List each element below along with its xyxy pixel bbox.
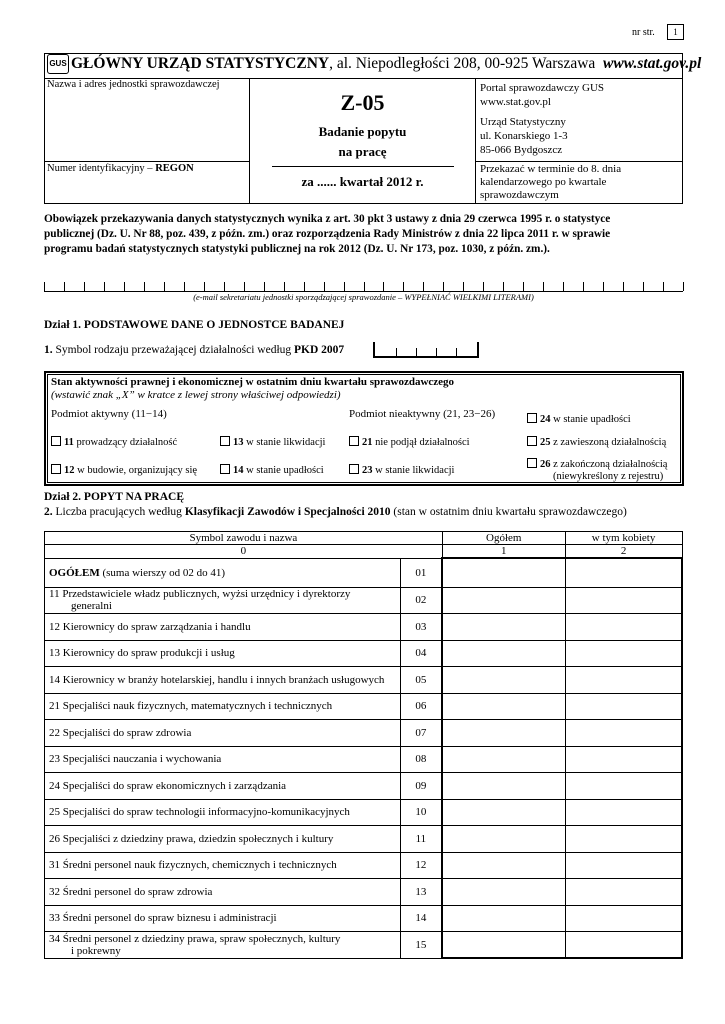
org-website: www.stat.gov.pl bbox=[603, 55, 702, 72]
email-char-divider bbox=[503, 282, 504, 291]
row-input-women[interactable] bbox=[565, 587, 682, 614]
table-row bbox=[45, 746, 683, 773]
row-label-text: 25 Specjaliści do spraw technologii informacyjno-komunikacyjnych bbox=[49, 806, 350, 819]
row-number: 15 bbox=[400, 932, 442, 959]
col-index-2: 2 bbox=[565, 545, 682, 559]
email-char-divider bbox=[543, 282, 544, 291]
email-char-divider bbox=[364, 282, 365, 291]
deadline-line3: sprawozdawczym bbox=[480, 189, 559, 201]
email-char-divider bbox=[184, 282, 185, 291]
col-symbol-header: Symbol zawodu i nazwa bbox=[45, 532, 443, 545]
email-char-divider bbox=[164, 282, 165, 291]
form-title-line1: Badanie popytu bbox=[318, 124, 407, 139]
row-number: 07 bbox=[400, 720, 442, 747]
q1-bold: PKD 2007 bbox=[294, 344, 345, 356]
deadline-info bbox=[480, 163, 621, 202]
option-24[interactable] bbox=[527, 413, 631, 425]
office-line3: 85-066 Bydgoszcz bbox=[480, 144, 563, 156]
row-input-women[interactable] bbox=[565, 852, 682, 879]
form-code: Z-05 bbox=[340, 90, 385, 115]
row-input-women[interactable] bbox=[565, 720, 682, 747]
row-label-text: 21 Specjaliści nauk fizycznych, matematycznych i technicznych bbox=[49, 700, 333, 713]
row-number: 10 bbox=[400, 799, 442, 826]
email-char-divider bbox=[324, 282, 325, 291]
row-number: 04 bbox=[400, 640, 442, 667]
table-row bbox=[45, 587, 683, 614]
table-row bbox=[45, 614, 683, 641]
row-label bbox=[45, 614, 401, 641]
email-char-divider bbox=[483, 282, 484, 291]
row-input-women[interactable] bbox=[565, 640, 682, 667]
table-header-row bbox=[45, 532, 683, 545]
table-row bbox=[45, 852, 683, 879]
email-char-divider bbox=[204, 282, 205, 291]
opt12-text: w budowie, organizujący się bbox=[74, 465, 198, 476]
opt25-code: 25 bbox=[540, 437, 551, 448]
row-input-total[interactable] bbox=[442, 932, 565, 959]
row-input-women[interactable] bbox=[565, 773, 682, 800]
email-char-divider bbox=[44, 282, 45, 291]
option-11[interactable] bbox=[51, 436, 177, 448]
header-title bbox=[71, 55, 701, 73]
email-char-divider bbox=[264, 282, 265, 291]
row-input-women[interactable] bbox=[565, 905, 682, 932]
email-char-divider bbox=[663, 282, 664, 291]
row-label bbox=[45, 852, 401, 879]
total-input-col2[interactable] bbox=[565, 558, 682, 587]
q1-text: Symbol rodzaju przeważającej działalności według bbox=[52, 344, 295, 356]
occupation-table bbox=[44, 531, 683, 959]
row-input-total[interactable] bbox=[442, 614, 565, 641]
row-label bbox=[45, 905, 401, 932]
row-input-total[interactable] bbox=[442, 746, 565, 773]
opt25-text: z zawieszoną działalnością bbox=[550, 437, 667, 448]
pkd-input[interactable] bbox=[373, 342, 479, 358]
col-total-header: Ogółem bbox=[442, 532, 565, 545]
row-label-text: 31 Średni personel nauk fizycznych, chemicznych i technicznych bbox=[49, 859, 337, 872]
deadline-line2: kalendarzowego po kwartale bbox=[480, 176, 607, 188]
option-21[interactable] bbox=[349, 436, 470, 448]
email-char-divider bbox=[423, 282, 424, 291]
checkbox-24[interactable] bbox=[527, 413, 537, 423]
opt11-text: prowadzący działalność bbox=[73, 437, 178, 448]
legal-notice bbox=[44, 212, 683, 257]
row-input-women[interactable] bbox=[565, 667, 682, 694]
opt24-code: 24 bbox=[540, 414, 551, 425]
row-input-total[interactable] bbox=[442, 693, 565, 720]
total-input-col1[interactable] bbox=[442, 558, 565, 587]
table-row-total bbox=[45, 558, 683, 587]
row-number: 05 bbox=[400, 667, 442, 694]
row-label bbox=[45, 667, 401, 694]
row-label-text: 13 Kierownicy do spraw produkcji i usług bbox=[49, 647, 235, 660]
option-13[interactable] bbox=[220, 436, 325, 448]
row-label bbox=[45, 799, 401, 826]
option-26[interactable] bbox=[527, 458, 667, 470]
page-number: 1 bbox=[673, 27, 678, 37]
row-number: 11 bbox=[400, 826, 442, 853]
row-input-total[interactable] bbox=[442, 640, 565, 667]
row-input-total[interactable] bbox=[442, 852, 565, 879]
row-input-total[interactable] bbox=[442, 773, 565, 800]
opt26-code: 26 bbox=[540, 459, 551, 470]
portal-info bbox=[480, 81, 604, 157]
email-char-divider bbox=[104, 282, 105, 291]
row-input-total[interactable] bbox=[442, 799, 565, 826]
opt24-text: w stanie upadłości bbox=[550, 414, 631, 425]
row-label-text: 24 Specjaliści do spraw ekonomicznych i zarządzania bbox=[49, 779, 287, 792]
table-row bbox=[45, 667, 683, 694]
row-label bbox=[45, 773, 401, 800]
email-char-divider bbox=[403, 282, 404, 291]
deadline-line1: Przekazać w terminie do 8. dnia bbox=[480, 163, 622, 175]
checkbox-25[interactable] bbox=[527, 436, 537, 446]
checkbox-12[interactable] bbox=[51, 464, 61, 474]
section1-title: Dział 1. PODSTAWOWE DANE O JEDNOSTCE BADANEJ bbox=[44, 319, 345, 331]
regon-label-prefix: Numer identyfikacyjny – bbox=[47, 163, 156, 174]
total-bold: OGÓŁEM bbox=[49, 566, 100, 579]
email-char-divider bbox=[383, 282, 384, 291]
opt11-code: 11 bbox=[64, 437, 74, 448]
legal-line1: Obowiązek przekazywania danych statystycznych wynika z art. 30 pkt 3 ustawy z dnia 29 czerwca 1995 r. o statystyce bbox=[44, 213, 611, 225]
office-line2: ul. Konarskiego 1-3 bbox=[480, 130, 568, 142]
row-label bbox=[45, 640, 401, 667]
checkbox-14[interactable] bbox=[220, 464, 230, 474]
email-char-divider bbox=[64, 282, 65, 291]
row-input-women[interactable] bbox=[565, 826, 682, 853]
org-address: , al. Niepodległości 208, 00-925 Warszawa bbox=[329, 55, 596, 72]
legal-line2: publicznej (Dz. U. Nr 88, poz. 439, z późn. zm.) oraz rozporządzenia Rady Ministrów z dnia 22 lipca 2011 r. w sprawie bbox=[44, 228, 611, 240]
row-label bbox=[45, 746, 401, 773]
email-char-divider bbox=[284, 282, 285, 291]
row-label bbox=[45, 587, 401, 614]
portal-line1: Portal sprawozdawczy GUS bbox=[480, 82, 605, 94]
table-index-row bbox=[45, 545, 683, 559]
page-number-box bbox=[667, 24, 684, 40]
form-title-line2: na pracę bbox=[338, 144, 387, 159]
regon-label bbox=[47, 163, 194, 174]
row-input-women[interactable] bbox=[565, 746, 682, 773]
row-number: 06 bbox=[400, 693, 442, 720]
opt14-text: w stanie upadłości bbox=[243, 465, 324, 476]
row-label bbox=[45, 693, 401, 720]
table-row bbox=[45, 932, 683, 959]
row-label-text: 23 Specjaliści nauczania i wychowania bbox=[49, 753, 222, 766]
email-char-divider bbox=[124, 282, 125, 291]
section2-title: Dział 2. POPYT NA PRACĘ bbox=[44, 491, 185, 503]
row-number: 03 bbox=[400, 614, 442, 641]
row-input-women[interactable] bbox=[565, 799, 682, 826]
email-char-divider bbox=[443, 282, 444, 291]
row-label bbox=[45, 932, 401, 959]
option-14[interactable] bbox=[220, 464, 324, 476]
q2-num: 2. bbox=[44, 506, 53, 518]
opt13-text: w stanie likwidacji bbox=[243, 437, 326, 448]
row-number: 13 bbox=[400, 879, 442, 906]
email-caption: (e-mail sekretariatu jednostki sporządzającej sprawozdanie – WYPEŁNIAĆ WIELKIMI LITERAMI) bbox=[193, 292, 534, 302]
row-label-text: 22 Specjaliści do spraw zdrowia bbox=[49, 726, 192, 739]
row-label bbox=[45, 879, 401, 906]
email-char-divider bbox=[244, 282, 245, 291]
opt14-code: 14 bbox=[233, 465, 244, 476]
row-label bbox=[45, 826, 401, 853]
row-number: 09 bbox=[400, 773, 442, 800]
portal-line2: www.stat.gov.pl bbox=[480, 96, 551, 108]
email-char-divider bbox=[623, 282, 624, 291]
regon-label-bold: REGON bbox=[155, 163, 194, 174]
row-input-women[interactable] bbox=[565, 693, 682, 720]
email-char-divider bbox=[603, 282, 604, 291]
opt12-code: 12 bbox=[64, 465, 75, 476]
legal-line3: programu badań statystycznych statystyki publicznej na rok 2012 (Dz. U. Nr 173, poz. 1030, z późn. zm.). bbox=[44, 243, 550, 255]
table-row bbox=[45, 773, 683, 800]
email-char-divider bbox=[523, 282, 524, 291]
opt23-text: w stanie likwidacji bbox=[372, 465, 455, 476]
table-row bbox=[45, 693, 683, 720]
row-label bbox=[45, 558, 401, 587]
table-row bbox=[45, 799, 683, 826]
email-char-divider bbox=[643, 282, 644, 291]
row-input-total[interactable] bbox=[442, 587, 565, 614]
row-label bbox=[45, 720, 401, 747]
active-label: Podmiot aktywny (11−14) bbox=[51, 408, 167, 420]
opt26-text2: (niewykreślony z rejestru) bbox=[553, 471, 664, 482]
row-number: 12 bbox=[400, 852, 442, 879]
table-row bbox=[45, 905, 683, 932]
row-input-total[interactable] bbox=[442, 720, 565, 747]
row-input-total[interactable] bbox=[442, 667, 565, 694]
row-label-text: 34 Średni personel z dziedziny prawa, spraw społecznych, kultury bbox=[49, 932, 341, 945]
q2-bold: Klasyfikacji Zawodów i Specjalności 2010 bbox=[184, 506, 391, 518]
row-label-text: 26 Specjaliści z dziedziny prawa, dziedzin społecznych i kultury bbox=[49, 832, 334, 845]
email-char-divider bbox=[344, 282, 345, 291]
opt21-code: 21 bbox=[362, 437, 373, 448]
checkbox-13[interactable] bbox=[220, 436, 230, 446]
row-number: 08 bbox=[400, 746, 442, 773]
row-label-text: 32 Średni personel do spraw zdrowia bbox=[49, 885, 213, 898]
option-12[interactable] bbox=[51, 464, 197, 476]
row-number: 02 bbox=[400, 587, 442, 614]
email-char-divider bbox=[463, 282, 464, 291]
page-number-label: nr str. bbox=[632, 27, 655, 38]
col-index-1: 1 bbox=[442, 545, 565, 559]
row-input-women[interactable] bbox=[565, 932, 682, 959]
email-char-divider bbox=[144, 282, 145, 291]
unit-name-label: Nazwa i adres jednostki sprawozdawczej bbox=[47, 79, 220, 90]
checkbox-26[interactable] bbox=[527, 458, 537, 468]
row-label-text: 11 Przedstawiciele władz publicznych, wyżsi urzędnicy i dyrektorzy bbox=[49, 588, 351, 601]
checkbox-11[interactable] bbox=[51, 436, 61, 446]
table-row bbox=[45, 826, 683, 853]
row-label-text: 14 Kierownicy w branży hotelarskiej, handlu i innych branżach usługowych bbox=[49, 673, 385, 686]
opt13-code: 13 bbox=[233, 437, 244, 448]
table-row bbox=[45, 879, 683, 906]
q2-question bbox=[44, 506, 627, 518]
opt21-text: nie podjął działalności bbox=[372, 437, 470, 448]
email-char-divider bbox=[224, 282, 225, 291]
row-input-women[interactable] bbox=[565, 614, 682, 641]
row-label-text: 12 Kierownicy do spraw zarządzania i handlu bbox=[49, 620, 251, 633]
pkd-question bbox=[44, 344, 344, 356]
opt26-text: z zakończoną działalnością bbox=[550, 459, 668, 470]
office-line1: Urząd Statystyczny bbox=[480, 116, 566, 128]
total-rest: (suma wierszy od 02 do 41) bbox=[99, 566, 225, 579]
checkbox-21[interactable] bbox=[349, 436, 359, 446]
status-hint: (wstawić znak „X” w kratce z lewej strony właściwej odpowiedzi) bbox=[51, 389, 341, 401]
row-label-text-cont: i pokrewny bbox=[71, 944, 121, 957]
inactive-label: Podmiot nieaktywny (21, 23−26) bbox=[349, 408, 496, 420]
q2-tail: (stan w ostatnim dniu kwartału sprawozdawczego) bbox=[390, 506, 627, 518]
col-women-header: w tym kobiety bbox=[565, 532, 682, 545]
row-input-women[interactable] bbox=[565, 879, 682, 906]
row-number: 01 bbox=[400, 558, 442, 587]
email-char-divider bbox=[84, 282, 85, 291]
email-field[interactable] bbox=[44, 271, 683, 292]
email-char-divider bbox=[683, 282, 684, 291]
row-number: 14 bbox=[400, 905, 442, 932]
q2-text: Liczba pracujących według bbox=[52, 506, 185, 518]
col-index-0: 0 bbox=[45, 545, 443, 559]
row-input-total[interactable] bbox=[442, 879, 565, 906]
email-char-divider bbox=[563, 282, 564, 291]
email-char-divider bbox=[583, 282, 584, 291]
option-23[interactable] bbox=[349, 464, 454, 476]
form-period: za ...... kwartał 2012 r. bbox=[301, 174, 424, 189]
gus-logo-icon: GUS bbox=[47, 54, 69, 74]
opt23-code: 23 bbox=[362, 465, 373, 476]
email-char-divider bbox=[304, 282, 305, 291]
status-title: Stan aktywności prawnej i ekonomicznej w ostatnim dniu kwartału sprawozdawczego bbox=[51, 376, 455, 388]
table-row bbox=[45, 720, 683, 747]
option-25[interactable] bbox=[527, 436, 666, 448]
row-input-total[interactable] bbox=[442, 826, 565, 853]
table-row bbox=[45, 640, 683, 667]
row-label-text: 33 Średni personel do spraw biznesu i administracji bbox=[49, 912, 277, 925]
row-input-total[interactable] bbox=[442, 905, 565, 932]
checkbox-23[interactable] bbox=[349, 464, 359, 474]
q1-num: 1. bbox=[44, 344, 53, 356]
row-label-text-cont: generalni bbox=[71, 600, 112, 613]
org-name: GŁÓWNY URZĄD STATYSTYCZNY bbox=[71, 55, 330, 72]
